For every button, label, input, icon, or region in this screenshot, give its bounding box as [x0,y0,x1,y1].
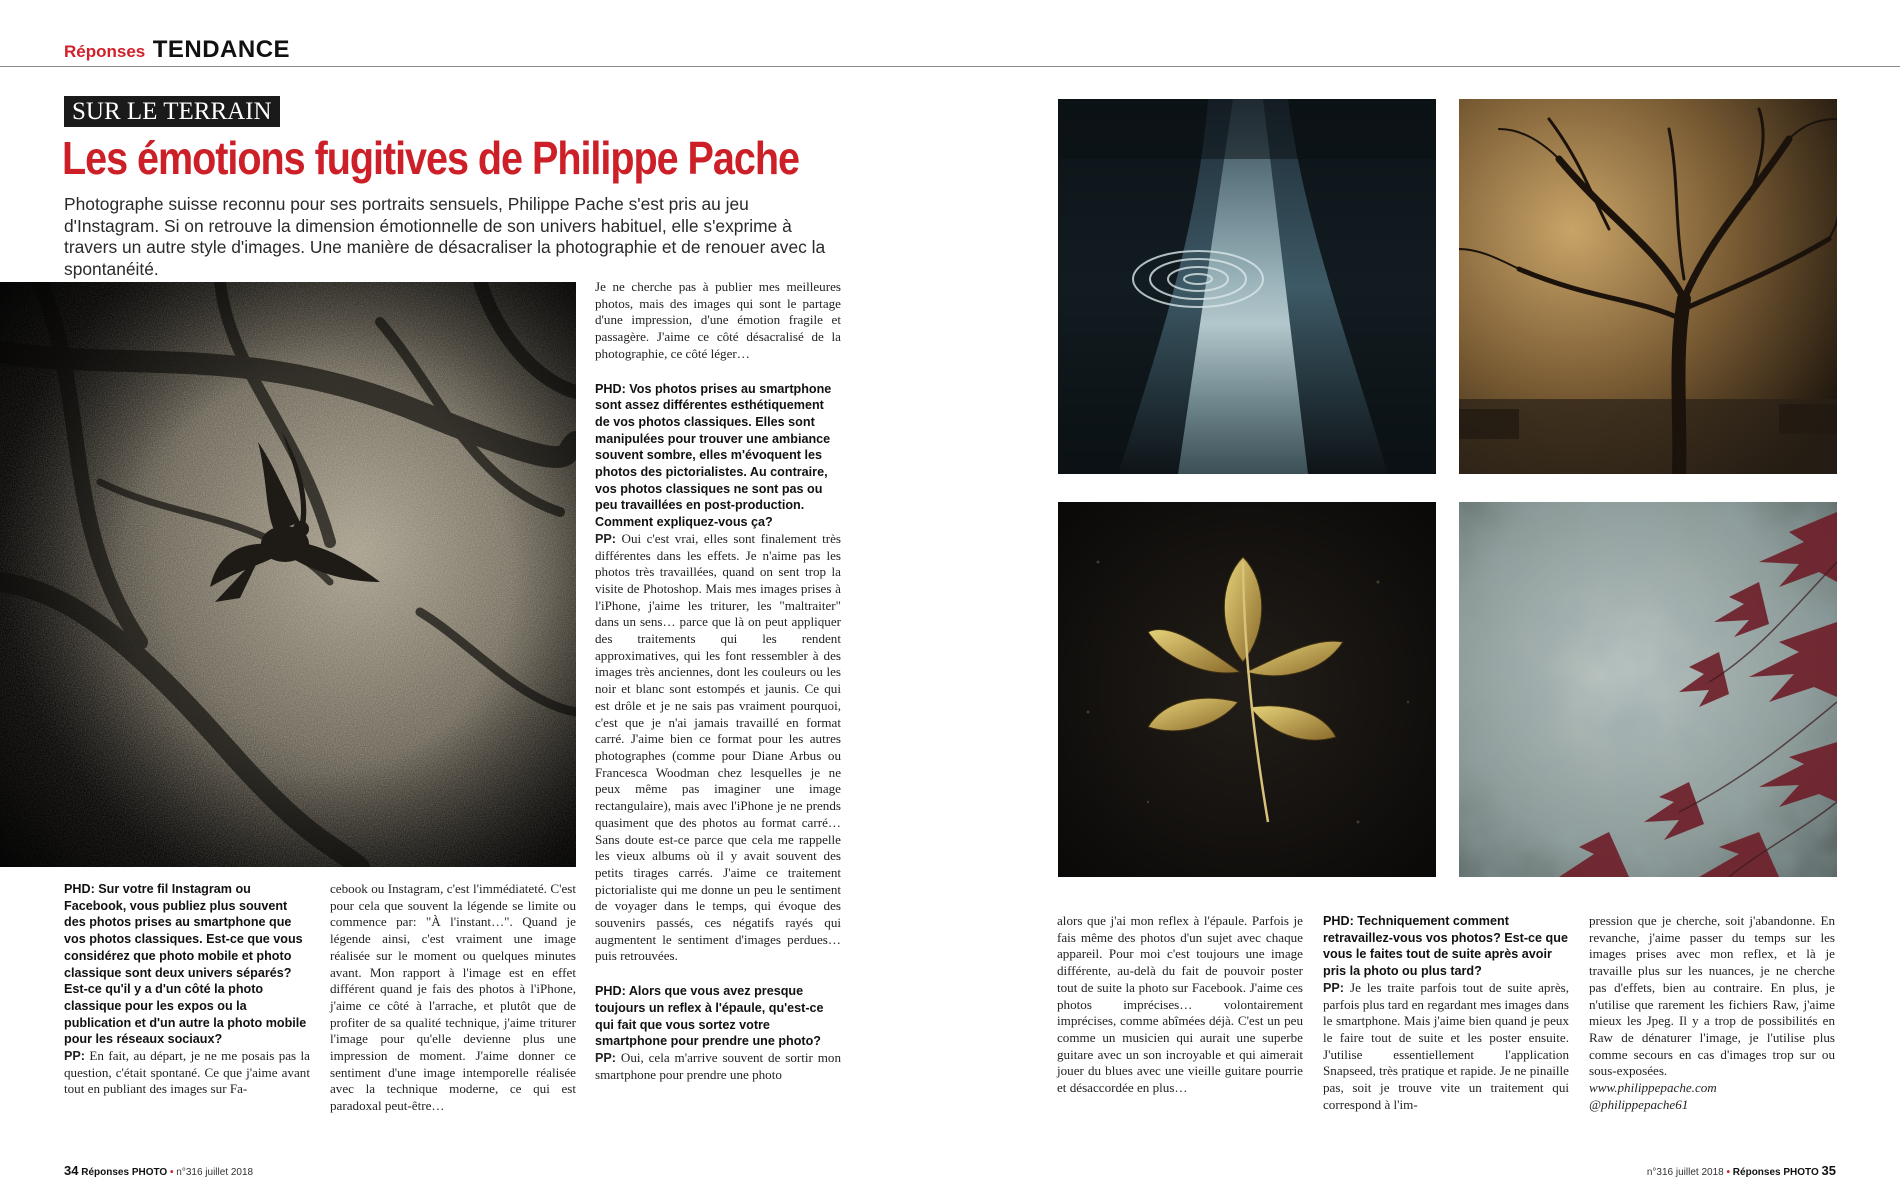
folio-separator: • [1726,1167,1731,1178]
answer-1-middle: cebook ou Instagram, c'est l'immédiateté. C'est pour cela que souvent la légende se limite ou commence par: "À l'instant…". Quand je légende ainsi, c'est vraiment une image réalisée sur le moment ou quelques minutes avant. Mon rapport à l'image est en effet différent quand je fais des photos à l'iPhone, j'aime ce côté à l'arrache, et plutôt que de profiter de sa qualité technique, j'aime triturer l'image pour qu'elle devienne plus une impression de moment. J'aime donner ce sentiment d'une image intemporelle réalisée avec la technique moderne, ce qui est paradoxal peut-être… [330,881,576,1114]
article-column-2 [330,881,576,1115]
folio-right [1647,1163,1836,1178]
article-column-5 [1323,913,1569,1113]
question-1: PHD: Sur votre fil Instagram ou Facebook, vous publiez plus souvent des photos prises au smartphone que vos photos classiques. Est-ce que vous considérez que photo mobile et photo classique sont deux univers séparés? Est-ce qu'il y a d'un côté la photo classique pour les expos ou la publication et d'un autre la photo mobile pour les réseaux sociaux? [64,882,307,1047]
photo-water-ripples [1058,99,1436,474]
article-title: Les émotions fugitives de Philippe Pache [62,132,799,184]
answer-3-text: Oui, cela m'arrive souvent de sortir mon smartphone pour prendre une photo [595,1049,841,1082]
photo-bare-tree [1459,99,1837,474]
answer-4-start [1323,980,1569,1114]
website-link[interactable]: www.philippepache.com [1589,1080,1717,1096]
header-divider [0,66,1900,67]
magazine-name-left: Réponses PHOTO [81,1167,168,1178]
section-rubric [64,36,290,64]
photo-golden-leaf [1058,502,1436,877]
rubric-section: TENDANCE [152,36,291,63]
answer-2-text: Oui c'est vrai, elles sont finalement très différentes dans les effets. Je n'aime pas les photos très travaillées, quand on sent trop la visite de Photoshop. Mais mes images prises à l'iPhone, j'aime les triturer, les "maltraiter" dans un sens… parce que là on peut appliquer des traitements qui les rendent approximatives, qui les font ressembler à des images très anciennes, dont les couleurs ou les noir et blanc sont estompés et jaunis. Ce qui est drôle et je ne sais pas vraiment pourquoi, c'est que je n'ai jamais travaillé en format carré. J'aime bien ce format pour les autres photographes (comme pour Diane Arbus ou Francesca Woodman chez lesquelles je ne peux même pas imaginer une image rectangulaire), mais avec l'iPhone je ne prends quasiment que des photos au format carré… Sans doute est-ce parce que cela me rappelle les vieux albums où il y avait souvent des petits tirages carrés. J'aime ce traitement pictorialiste qui me donne un peu le sentiment de voyager dans le temps, qui évoque des souvenirs passés, ces négatifs rayés qui augmentent le sentiment d'images perdues… puis retrouvées. [595,530,842,964]
question-2: PHD: Vos photos prises au smartphone sont assez différentes esthétiquement de vos photos classiques. Elles sont manipulées pour trouver une ambiance souvent sombre, elles m'évoquent les photos des pictorialistes. Au contraire, vos photos classiques ne sont pas ou peu travaillées en post-production. Comment expliquez-vous ça? [595,381,832,530]
speaker-label: PP: [64,1049,85,1064]
issue-left: n°316 juillet 2018 [176,1167,254,1178]
answer-1-text: En fait, au départ, je ne me posais pas la question, c'était spontané. Ce que j'aime avant tout en publiant des images sur Fa- [64,1048,310,1097]
answer-2 [595,531,841,965]
article-column-1 [64,881,310,1098]
page-number-right: 35 [1821,1163,1836,1178]
folio-left [64,1163,253,1178]
speaker-label: PP: [595,531,616,546]
article-kicker: SUR LE TERRAIN [64,96,280,127]
answer-4-text: Je les traite parfois tout de suite après, parfois plus tard en regardant mes images dans le smartphone. Mais j'aime bien quand je peux le faire tout de suite et les poster ensuite. J'utilise essentiellement l'application Snapseed, très pratique et rapide. Je ne pinaille pas, soit je trouve vite un traitement qui correspond à l'im- [1323,979,1569,1112]
question-4: PHD: Techniquement comment retravaillez-vous vos photos? Est-ce que vous le faites tout de suite après avoir pris la photo ou plus tard? [1323,914,1568,979]
article-column-3 [595,279,841,1083]
page-number-left: 34 [64,1163,79,1178]
article-column-6 [1589,913,1835,1113]
rubric-brand: Réponses [64,42,146,61]
speaker-label: PP: [1323,980,1344,995]
article-column-4 [1057,913,1303,1097]
answer-4-end: pression que je cherche, soit j'abandonne. En revanche, j'aime passer du temps sur les images prises avec mon reflex, et là je travaille plus sur les nuances, je ne cherche pas d'effets, bien au contraire. En plus, je n'utilise que rarement les fichiers Raw, j'aime mieux les Jpeg. Il y a trop de possibilités en Raw de dénaturer l'image, je l'utilise plus comme secours en cas d'images trop sur ou sous-exposées. [1589,913,1835,1079]
photo-pigeon-flight [0,282,576,867]
article-standfirst: Photographe suisse reconnu pour ses portraits sensuels, Philippe Pache s'est pris au jeu d'Instagram. Si on retrouve la dimension émotionnelle de son univers habituel, elle s'exprime à travers un autre style d'images. Une manière de désacraliser la photographie et de renouer avec la spontanéité. [64,194,826,279]
answer-3-end: alors que j'ai mon reflex à l'épaule. Parfois je fais même des photos d'un sujet avec chaque appareil. Pour moi c'est toujours une image différente, au-delà du fait de pouvoir poster tout de suite la photo sur Facebook. J'aime ces photos imprécises… volontairement imprécises, comme abîmées déjà. C'est un peu comme un musicien qui aurait une superbe guitare avec un son incroyable et qui aimerait jouer du blues avec une vieille guitare pourrie et désaccordée en plus… [1057,913,1303,1096]
answer-3-start [595,1050,841,1083]
folio-separator: • [169,1167,174,1178]
question-3: PHD: Alors que vous avez presque toujours un reflex à l'épaule, qu'est-ce qui fait que vous sortez votre smartphone pour prendre une photo? [595,984,824,1049]
page-header [0,0,1900,70]
issue-right: n°316 juillet 2018 [1646,1167,1724,1178]
instagram-handle[interactable]: @philippepache61 [1589,1096,1689,1112]
magazine-name-right: Réponses PHOTO [1732,1167,1819,1178]
speaker-label: PP: [595,1050,616,1065]
answer-1-start [64,1048,310,1098]
answer-1-end: Je ne cherche pas à publier mes meilleures photos, mais des images qui sont le partage d'une impression, d'une émotion fragile et passagère. J'aime ce côté désacralisé de la photographie, ce côté léger… [595,279,841,361]
photo-red-maple [1459,502,1837,877]
